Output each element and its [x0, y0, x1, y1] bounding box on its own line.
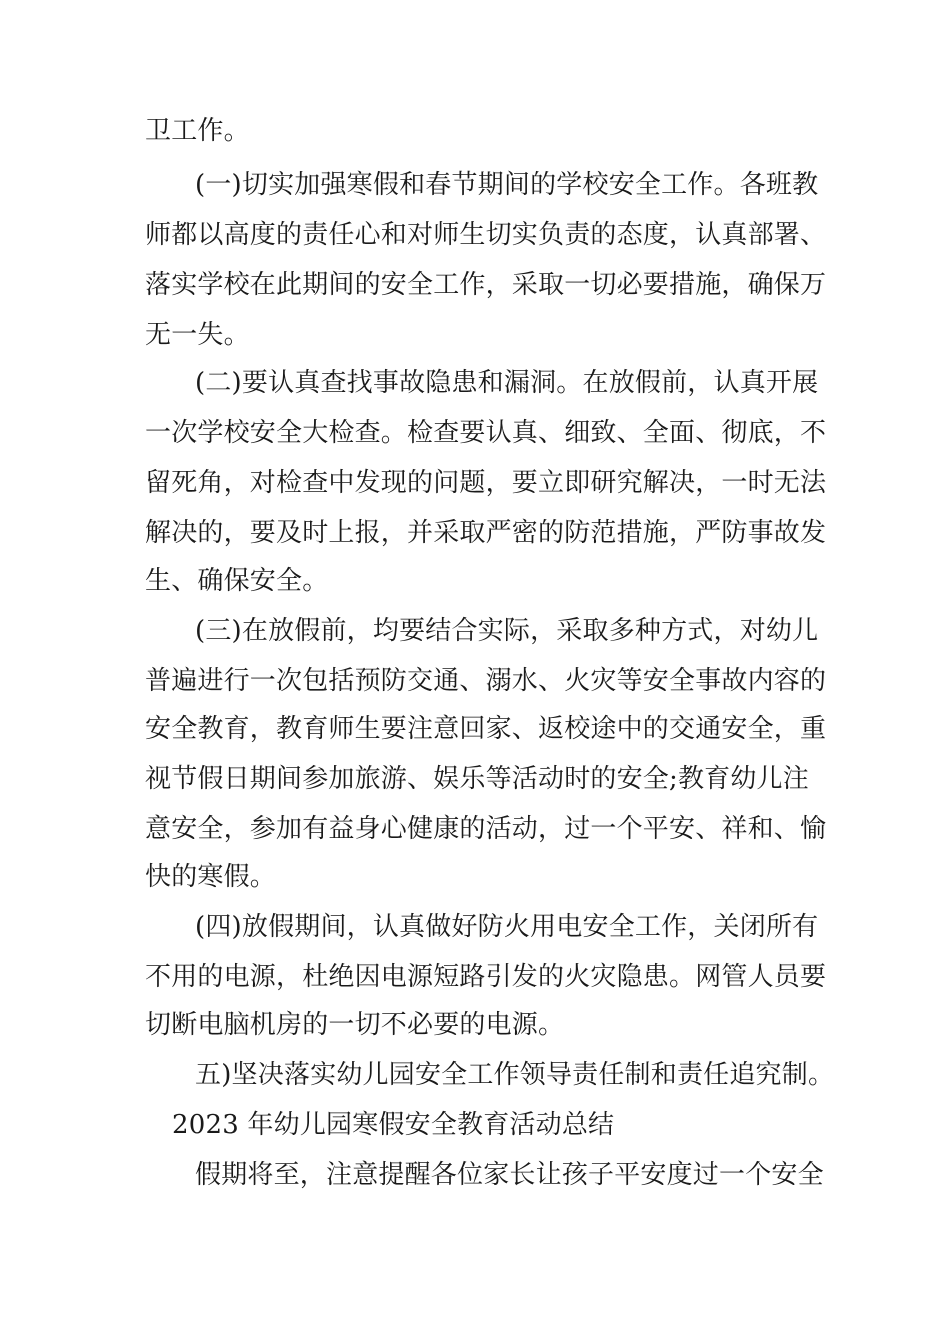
- text-line: 意安全，参加有益身心健康的活动，过一个平安、祥和、愉: [145, 814, 827, 844]
- text-line: 留死角，对检查中发现的问题，要立即研究解决，一时无法: [145, 468, 827, 498]
- text-line: 切断电脑机房的一切不必要的电源。: [145, 1010, 565, 1040]
- paragraph-5-start: 五)坚决落实幼儿园安全工作领导责任制和责任追究制。: [195, 1060, 835, 1090]
- text-line: 快的寒假。: [145, 862, 277, 892]
- text-line: 无一失。: [145, 320, 250, 350]
- section-title: 2023 年幼儿园寒假安全教育活动总结: [172, 1110, 615, 1140]
- text-line: 生、确保安全。: [145, 566, 329, 596]
- paragraph-3-start: (三)在放假前，均要结合实际，采取多种方式，对幼儿: [195, 616, 819, 646]
- text-line: 安全教育，教育师生要注意回家、返校途中的交通安全，重: [145, 714, 827, 744]
- text-line: 落实学校在此期间的安全工作，采取一切必要措施，确保万: [145, 270, 827, 300]
- paragraph-1-start: (一)切实加强寒假和春节期间的学校安全工作。各班教: [195, 170, 819, 200]
- text-line: 一次学校安全大检查。检查要认真、细致、全面、彻底，不: [145, 418, 827, 448]
- text-line: 视节假日期间参加旅游、娱乐等活动时的安全;教育幼儿注: [145, 764, 809, 794]
- paragraph-2-start: (二)要认真查找事故隐患和漏洞。在放假前，认真开展: [195, 368, 819, 398]
- text-line: 普遍进行一次包括预防交通、溺水、火灾等安全事故内容的: [145, 666, 827, 696]
- text-line: 不用的电源，杜绝因电源短路引发的火灾隐患。网管人员要: [145, 962, 827, 992]
- text-line: 卫工作。: [145, 116, 250, 146]
- paragraph-4-start: (四)放假期间，认真做好防火用电安全工作，关闭所有: [195, 912, 819, 942]
- text-line: 解决的，要及时上报，并采取严密的防范措施，严防事故发: [145, 518, 827, 548]
- text-line: 师都以高度的责任心和对师生切实负责的态度，认真部署、: [145, 220, 827, 250]
- paragraph-6-start: 假期将至，注意提醒各位家长让孩子平安度过一个安全: [195, 1160, 824, 1190]
